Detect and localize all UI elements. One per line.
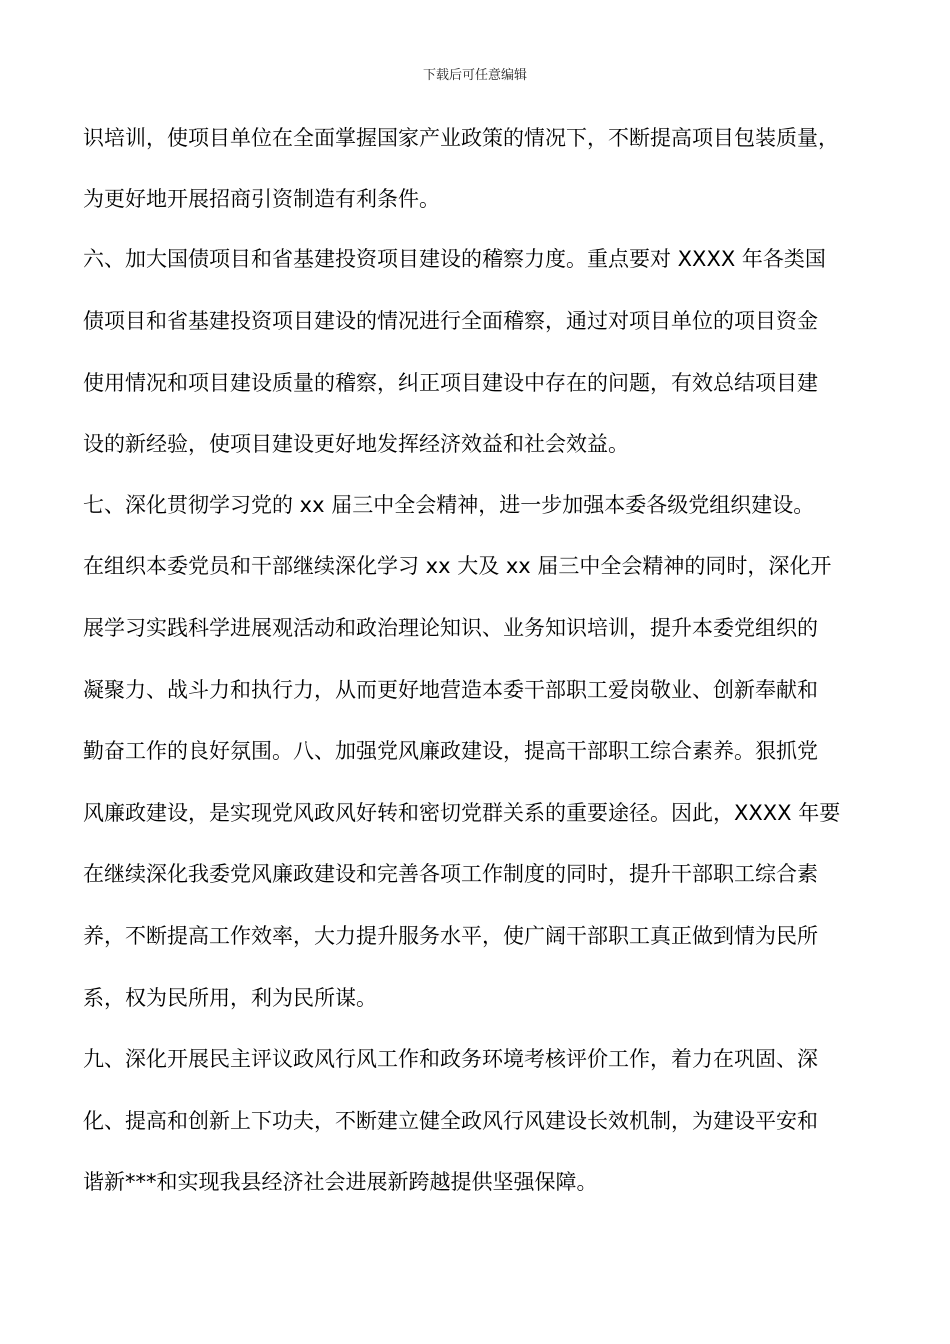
body-line-17: 化、提高和创新上下功夫，不断建立健全政风行风建设长效机制，为建设平安和 xyxy=(83,1109,818,1133)
body-line-11: 勤奋工作的良好氛围。八、加强党风廉政建设，提高干部职工综合素养。狠抓党 xyxy=(83,739,818,763)
body-line-7: 七、深化贯彻学习党的 xx 届三中全会精神，进一步加强本委各级党组织建设。 xyxy=(83,493,815,517)
body-line-10: 凝聚力、战斗力和执行力，从而更好地营造本委干部职工爱岗敬业、创新奉献和 xyxy=(83,678,818,702)
body-line-6: 设的新经验，使项目建设更好地发挥经济效益和社会效益。 xyxy=(83,432,629,456)
body-line-5: 使用情况和项目建设质量的稽察，纠正项目建设中存在的问题，有效总结项目建 xyxy=(83,371,818,395)
page-header: 下载后可任意编辑 xyxy=(422,68,527,83)
body-line-18: 谐新***和实现我县经济社会进展新跨越提供坚强保障。 xyxy=(83,1170,598,1194)
body-line-8: 在组织本委党员和干部继续深化学习 xx 大及 xx 届三中全会精神的同时，深化开 xyxy=(83,554,832,578)
body-line-14: 养，不断提高工作效率，大力提升服务水平，使广阔干部职工真正做到情为民所 xyxy=(83,924,818,948)
body-line-12: 风廉政建设，是实现党风政风好转和密切党群关系的重要途径。因此，XXXX 年要 xyxy=(83,801,841,825)
body-line-1: 识培训，使项目单位在全面掌握国家产业政策的情况下，不断提高项目包装质量， xyxy=(83,126,839,150)
body-line-4: 债项目和省基建投资项目建设的情况进行全面稽察，通过对项目单位的项目资金 xyxy=(83,309,818,333)
body-line-9: 展学习实践科学进展观活动和政治理论知识、业务知识培训，提升本委党组织的 xyxy=(83,616,818,640)
body-line-3: 六、加大国债项目和省基建投资项目建设的稽察力度。重点要对 XXXX 年各类国 xyxy=(83,247,826,271)
body-line-15: 系，权为民所用，利为民所谋。 xyxy=(83,986,377,1010)
body-line-16: 九、深化开展民主评议政风行风工作和政务环境考核评价工作，着力在巩固、深 xyxy=(83,1047,818,1071)
body-line-13: 在继续深化我委党风廉政建设和完善各项工作制度的同时，提升干部职工综合素 xyxy=(83,862,818,886)
body-line-2: 为更好地开展招商引资制造有利条件。 xyxy=(83,187,440,211)
